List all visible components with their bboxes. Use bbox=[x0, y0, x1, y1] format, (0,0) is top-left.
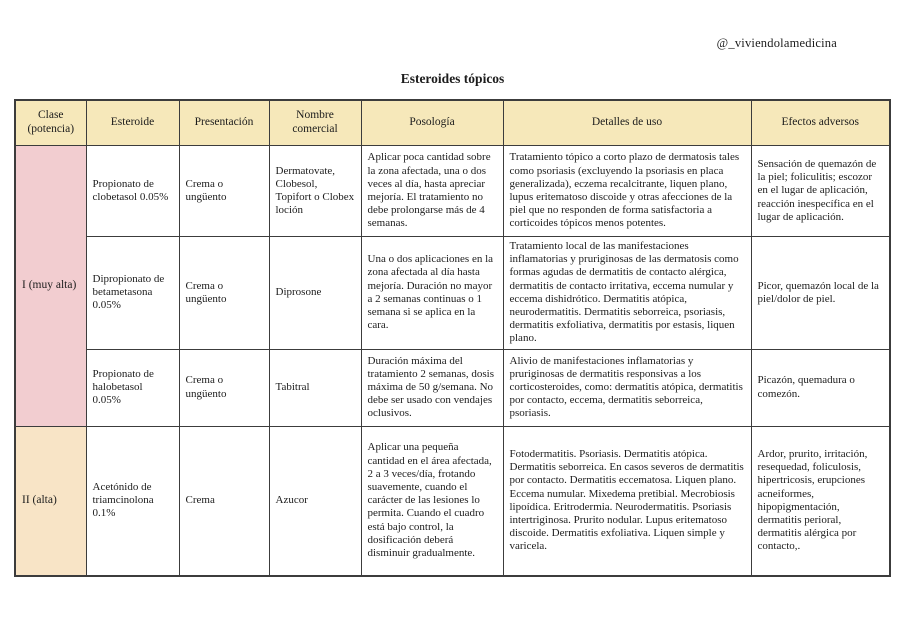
cell-presentacion: Crema o ungüento bbox=[179, 237, 269, 350]
cell-nombre-comercial: Diprosone bbox=[269, 237, 361, 350]
cell-efectos-adversos: Sensación de quemazón de la piel; foliculitis; escozor en el lugar de aplicación, reacción inespecífica en el lugar de aplicación. bbox=[751, 146, 890, 237]
cell-detalles-de-uso: Tratamiento tópico a corto plazo de dermatosis tales como psoriasis (excluyendo la psoriasis en placa generalizada), eczema recalcitrante, liquen plano, lupus eritematoso discoide y otras afecciones de la piel que no responden de forma satisfactoria a corticoides tópicos menos potentes. bbox=[503, 146, 751, 237]
cell-esteroide: Propionato de clobetasol 0.05% bbox=[86, 146, 179, 237]
cell-detalles-de-uso: Fotodermatitis. Psoriasis. Dermatitis atópica. Dermatitis seborreica. En casos severos de dermatitis por contacto. Dermatitis eccematosa. Liquen plano. Eccema numular. Mixedema pretibial. Mecrobiosis lipoídica. Eritrodermia. Neurodermatitis. Psoriasis intertriginosa. Prurito nodular. Lupus eritematoso discoide. Dermatitis exfoliativa. Liquen simple y varicela. bbox=[503, 426, 751, 576]
cell-esteroide: Acetónido de triamcinolona 0.1% bbox=[86, 426, 179, 576]
cell-clase-II: II (alta) bbox=[15, 426, 86, 576]
cell-esteroide: Propionato de halobetasol 0.05% bbox=[86, 349, 179, 426]
cell-nombre-comercial: Azucor bbox=[269, 426, 361, 576]
header-nombre-comercial: Nombre comercial bbox=[269, 100, 361, 146]
cell-esteroide: Dipropionato de betametasona 0.05% bbox=[86, 237, 179, 350]
table-row bbox=[15, 146, 890, 237]
author-handle: @_viviendolamedicina bbox=[716, 36, 837, 50]
table-row bbox=[15, 237, 890, 350]
cell-detalles-de-uso: Alivio de manifestaciones inflamatorias y pruriginosas de dermatitis responsivas a los corticosteroides, como: dermatitis atópica, dermatitis por contacto, eccema, dermatitis seborreica, psoriasis. bbox=[503, 349, 751, 426]
table-row bbox=[15, 349, 890, 426]
header-efectos-adversos: Efectos adversos bbox=[751, 100, 890, 146]
cell-posologia: Duración máxima del tratamiento 2 semanas, dosis máxima de 50 g/semana. No debe ser usado con vendajes oclusivos. bbox=[361, 349, 503, 426]
cell-presentacion: Crema bbox=[179, 426, 269, 576]
cell-nombre-comercial: Tabitral bbox=[269, 349, 361, 426]
cell-posologia: Una o dos aplicaciones en la zona afectada al día hasta mejoría. Duración no mayor a 2 semanas continuas o 1 semana si se aplica en la cara. bbox=[361, 237, 503, 350]
cell-presentacion: Crema o ungüento bbox=[179, 349, 269, 426]
header-clase: Clase (potencia) bbox=[15, 100, 86, 146]
table-row bbox=[15, 426, 890, 576]
cell-posologia: Aplicar una pequeña cantidad en el área afectada, 2 a 3 veces/día, frotando suavemente, cuando el carácter de las lesiones lo permita. Cuando el cuadro está bajo control, la dosificación deberá disminuir gradualmente. bbox=[361, 426, 503, 576]
header-posologia: Posología bbox=[361, 100, 503, 146]
cell-efectos-adversos: Ardor, prurito, irritación, resequedad, foliculosis, hipertricosis, erupciones acneiformes, hipopigmentación, dermatitis perioral, dermatitis alérgica por contacto,. bbox=[751, 426, 890, 576]
header-detalles-de-uso: Detalles de uso bbox=[503, 100, 751, 146]
table-header-row bbox=[15, 100, 890, 146]
cell-efectos-adversos: Picazón, quemadura o comezón. bbox=[751, 349, 890, 426]
steroids-table bbox=[14, 99, 891, 577]
cell-nombre-comercial: Dermatovate, Clobesol, Topifort o Clobex loción bbox=[269, 146, 361, 237]
page-title: Esteroides tópicos bbox=[400, 71, 505, 86]
cell-clase-I: I (muy alta) bbox=[15, 146, 86, 427]
cell-posologia: Aplicar poca cantidad sobre la zona afectada, una o dos veces al día, hasta apreciar mejoría. El tratamiento no debe prolongarse más de 4 semanas. bbox=[361, 146, 503, 237]
header-esteroide: Esteroide bbox=[86, 100, 179, 146]
cell-presentacion: Crema o ungüento bbox=[179, 146, 269, 237]
cell-detalles-de-uso: Tratamiento local de las manifestaciones inflamatorias y pruriginosas de las dermatosis como formas agudas de dermatitis de contacto alérgica, dermatitis de contacto irritativa, eccema numular y eccema dishidrótico. Dermatitis atópica, neurodermatitis. Dermatitis seborreica, psoriasis, dermatitis exfoliativa, dermatitis por estasis, liquen plano. bbox=[503, 237, 751, 350]
cell-efectos-adversos: Picor, quemazón local de la piel/dolor de piel. bbox=[751, 237, 890, 350]
header-presentacion: Presentación bbox=[179, 100, 269, 146]
